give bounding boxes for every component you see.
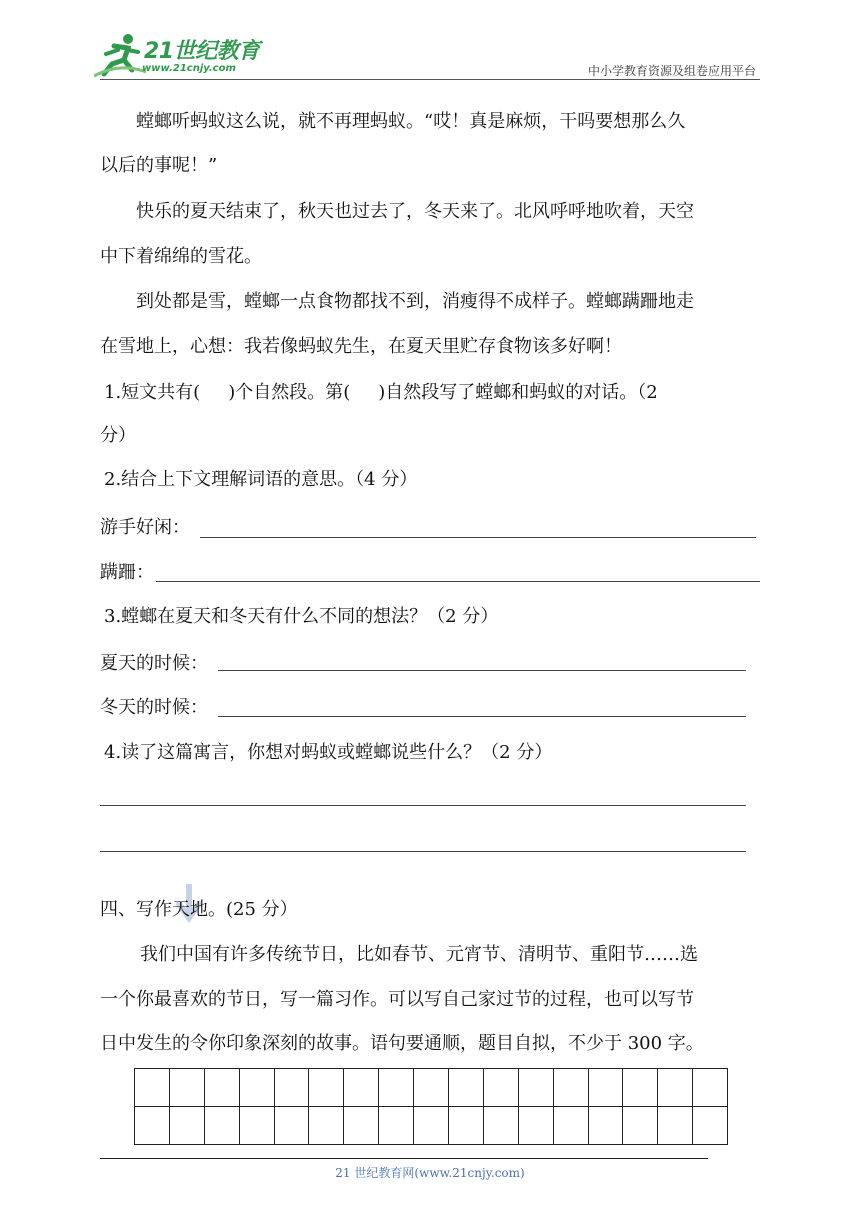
grid-cell[interactable] [169,1069,204,1107]
writing-section-title: 四、写作天地。(25 分） [100,899,298,920]
story-paragraph-3-line-1: 到处都是雪，螳螂一点食物都找不到，消瘦得不成样子。螳螂蹒跚地走 [136,291,694,312]
grid-cell[interactable] [379,1069,414,1107]
composition-grid [134,1068,728,1145]
q4-answer-line-2[interactable] [100,851,746,852]
grid-cell[interactable] [658,1069,693,1107]
q3-winter-label: 冬天的时候： [100,697,208,718]
running-man-logo-icon [94,32,146,78]
grid-cell[interactable] [693,1069,728,1107]
question-2: 2.结合上下文理解词语的意思。（4 分） [104,469,418,490]
header-divider [100,79,760,80]
grid-cell[interactable] [693,1107,728,1145]
q2-word-1-label: 游手好闲： [100,517,190,538]
story-paragraph-2-line-1: 快乐的夏天结束了，秋天也过去了，冬天来了。北风呼呼地吹着，天空 [136,201,694,222]
grid-cell[interactable] [553,1069,588,1107]
site-name: 中小学教育资源及组卷应用平台 [587,64,756,78]
grid-cell[interactable] [135,1107,170,1145]
grid-cell[interactable] [553,1107,588,1145]
grid-cell[interactable] [344,1069,379,1107]
question-1-line-2: 分） [100,425,136,446]
grid-cell[interactable] [135,1069,170,1107]
grid-cell[interactable] [518,1069,553,1107]
site-logo [94,32,264,78]
story-paragraph-1-line-2: 以后的事呢！” [100,155,218,176]
grid-cell[interactable] [449,1107,484,1145]
story-paragraph-3-line-2: 在雪地上，心想：我若像蚂蚁先生，在夏天里贮存食物该多好啊！ [100,336,622,357]
grid-cell[interactable] [449,1069,484,1107]
grid-cell[interactable] [309,1107,344,1145]
question-1-part-a: 1.短文共有( [104,382,201,403]
grid-cell[interactable] [274,1107,309,1145]
grid-cell[interactable] [623,1107,658,1145]
grid-cell[interactable] [483,1107,518,1145]
writing-prompt-line-2: 一个你最喜欢的节日，写一篇习作。可以写自己家过节的过程，也可以写节 [100,989,694,1010]
question-3: 3.螳螂在夏天和冬天有什么不同的想法？（2 分） [104,606,499,627]
grid-cell[interactable] [239,1107,274,1145]
grid-cell[interactable] [204,1107,239,1145]
story-paragraph-1-line-1: 螳螂听蚂蚁这么说，就不再理蚂蚁。“哎！真是麻烦，干吗要想那么久 [136,111,686,132]
q3-summer-answer-line[interactable] [218,670,746,671]
grid-cell[interactable] [414,1107,449,1145]
grid-cell[interactable] [483,1069,518,1107]
writing-prompt-line-3: 日中发生的令你印象深刻的故事。语句要通顺，题目自拟，不少于 300 字。 [100,1033,704,1054]
question-4: 4.读了这篇寓言，你想对蚂蚁或螳螂说些什么？（2 分） [104,742,553,763]
q2-word-2-label: 蹒跚： [100,562,154,583]
grid-cell[interactable] [239,1069,274,1107]
grid-row [135,1069,728,1107]
grid-cell[interactable] [379,1107,414,1145]
page-header [0,0,860,82]
q3-winter-answer-line[interactable] [218,716,746,717]
grid-cell[interactable] [658,1107,693,1145]
grid-row [135,1107,728,1145]
footer-divider [100,1158,708,1159]
q4-answer-line-1[interactable] [100,805,746,806]
logo-url: www.21cnjy.com [142,63,236,74]
grid-cell[interactable] [588,1069,623,1107]
grid-cell[interactable] [274,1069,309,1107]
q2-word-2-answer-line[interactable] [156,581,760,582]
story-paragraph-2-line-2: 中下着绵绵的雪花。 [100,246,262,267]
grid-cell[interactable] [344,1107,379,1145]
logo-text: 21世纪教育 [144,39,260,64]
footer-link[interactable]: 21 世纪教育网(www.21cnjy.com) [335,1166,525,1180]
grid-cell[interactable] [309,1069,344,1107]
q3-summer-label: 夏天的时候： [100,653,208,674]
grid-cell[interactable] [588,1107,623,1145]
question-1 [104,381,658,405]
q2-word-1-answer-line[interactable] [200,537,756,538]
grid-cell[interactable] [518,1107,553,1145]
question-1-part-c: )自然段写了螳螂和蚂蚁的对话。（2 [378,382,658,403]
grid-cell[interactable] [204,1069,239,1107]
question-1-part-b: )个自然段。第( [228,382,351,403]
writing-prompt-line-1: 我们中国有许多传统节日，比如春节、元宵节、清明节、重阳节……选 [140,944,698,965]
grid-cell[interactable] [414,1069,449,1107]
grid-cell[interactable] [623,1069,658,1107]
grid-cell[interactable] [169,1107,204,1145]
